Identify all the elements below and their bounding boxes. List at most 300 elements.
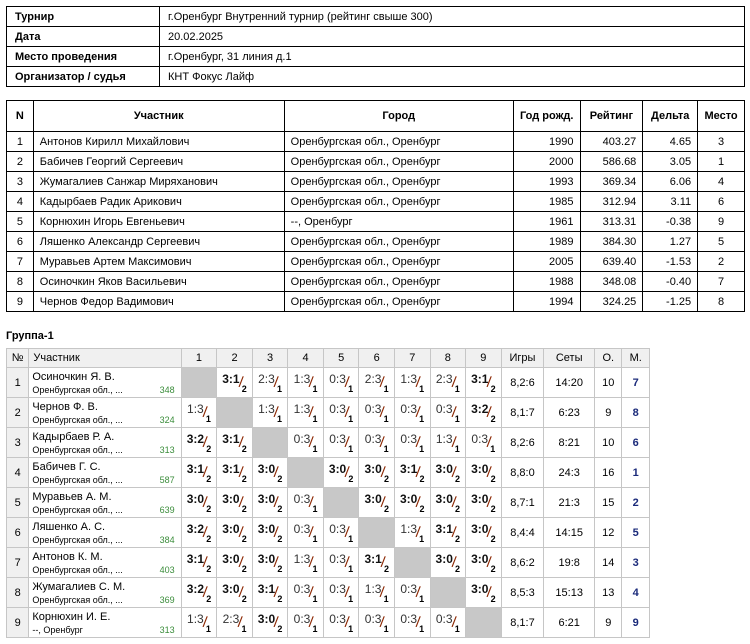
player-city: Оренбургская обл., ... — [32, 384, 123, 395]
player-name: Кадырбаев Р. А. — [32, 430, 115, 443]
score-slash: / — [415, 403, 422, 422]
match-result — [431, 518, 466, 547]
match-result — [395, 368, 430, 397]
score-slash: / — [344, 613, 350, 632]
match-cell — [394, 608, 430, 638]
participant-row — [7, 252, 745, 272]
participant-cell: 6 — [698, 192, 745, 212]
match-cell — [394, 458, 430, 488]
opponent-header: 3 — [252, 349, 288, 368]
score-slash: / — [308, 613, 315, 632]
match-score: 3:2 — [186, 581, 205, 596]
match-result — [359, 368, 394, 397]
match-points: 1 — [348, 443, 354, 454]
match-cell — [323, 608, 359, 638]
group-row — [7, 398, 650, 428]
player-name: Осиночкин Я. В. — [32, 370, 115, 383]
match-score: 3:0 — [257, 491, 276, 506]
player-sub — [32, 564, 180, 576]
score-slash: / — [415, 613, 422, 632]
match-result — [359, 608, 394, 637]
participant-cell: 1.27 — [643, 232, 698, 252]
place-header: М. — [622, 349, 650, 368]
player-sub — [32, 504, 180, 516]
match-result — [359, 398, 394, 427]
participant-cell: 6 — [7, 232, 34, 252]
self-cell — [359, 518, 395, 548]
match-points: 2 — [241, 473, 247, 484]
match-result — [395, 518, 430, 547]
score-slash: / — [237, 553, 244, 572]
match-cell — [217, 548, 253, 578]
score-slash: / — [379, 583, 386, 602]
participant-cell: Ляшенко Александр Сергеевич — [33, 232, 284, 252]
score-slash: / — [273, 583, 280, 602]
match-score: 1:3 — [293, 401, 311, 416]
match-cell — [252, 608, 288, 638]
participant-cell: 4 — [7, 192, 34, 212]
match-cell — [252, 458, 288, 488]
score-slash: / — [450, 373, 457, 392]
match-points: 2 — [383, 563, 389, 574]
score-slash: / — [379, 463, 386, 482]
games-cell: 8,1:7 — [501, 608, 544, 638]
score-slash: / — [237, 493, 244, 512]
match-result — [253, 398, 288, 427]
opponent-header: 1 — [181, 349, 217, 368]
match-points: 1 — [312, 563, 318, 574]
participant-cell: 3 — [7, 172, 34, 192]
match-score: 3:1 — [186, 461, 205, 476]
match-cell — [288, 518, 324, 548]
match-score: 0:3 — [293, 581, 311, 596]
match-score: 0:3 — [293, 521, 311, 536]
participant-cell: 313.31 — [580, 212, 643, 232]
row-number: 4 — [7, 458, 29, 488]
match-result — [217, 578, 252, 607]
match-score: 0:3 — [364, 611, 382, 626]
match-result — [182, 518, 217, 547]
player-city: --, Оренбург — [32, 624, 83, 635]
score-slash: / — [415, 493, 422, 512]
match-result — [324, 458, 359, 487]
match-cell — [181, 608, 217, 638]
participant-cell: Осиночкин Яков Васильевич — [33, 272, 284, 292]
match-score: 2:3 — [435, 371, 453, 386]
match-cell — [217, 368, 253, 398]
participant-cell: 1985 — [513, 192, 580, 212]
match-score: 3:0 — [257, 611, 276, 626]
match-score: 3:0 — [186, 491, 205, 506]
group-row — [7, 608, 650, 638]
match-result — [359, 548, 394, 577]
match-result — [359, 578, 394, 607]
score-slash: / — [486, 493, 493, 512]
participant-cell: Кадырбаев Радик Арикович — [33, 192, 284, 212]
match-cell — [323, 398, 359, 428]
row-number: 7 — [7, 548, 29, 578]
player-cell — [29, 518, 181, 548]
match-result — [288, 428, 323, 457]
match-cell — [466, 548, 502, 578]
match-score: 3:0 — [435, 461, 453, 476]
participant-cell: Чернов Федор Вадимович — [33, 292, 284, 312]
score-slash: / — [344, 433, 350, 452]
opponent-header: 8 — [430, 349, 466, 368]
player-sub — [32, 534, 180, 546]
score-slash: / — [201, 403, 208, 422]
info-value: 20.02.2025 — [160, 27, 745, 47]
score-slash: / — [486, 463, 493, 482]
match-score: 1:3 — [293, 551, 311, 566]
match-points: 2 — [348, 473, 354, 484]
score-slash: / — [379, 613, 386, 632]
info-row — [7, 47, 745, 67]
player-cell — [29, 608, 181, 638]
match-cell — [323, 368, 359, 398]
participant-cell: -0.38 — [643, 212, 698, 232]
match-score: 0:3 — [329, 431, 346, 446]
match-score: 3:0 — [257, 551, 276, 566]
match-score: 3:0 — [435, 551, 453, 566]
match-points: 1 — [419, 533, 425, 544]
match-points: 1 — [312, 413, 318, 424]
participant-cell: 1988 — [513, 272, 580, 292]
match-cell — [181, 488, 217, 518]
match-cell — [181, 458, 217, 488]
match-cell — [359, 578, 395, 608]
points-header: О. — [595, 349, 622, 368]
player-cell — [29, 488, 181, 518]
match-points: 1 — [276, 413, 282, 424]
games-cell: 8,5:3 — [501, 578, 544, 608]
score-slash: / — [486, 433, 493, 452]
match-result — [253, 578, 288, 607]
match-result — [466, 518, 501, 547]
participant-cell: Оренбургская обл., Оренбург — [284, 152, 513, 172]
player-city: Оренбургская обл., ... — [32, 504, 123, 515]
participant-row — [7, 232, 745, 252]
match-points: 1 — [454, 623, 460, 634]
match-points: 1 — [383, 413, 389, 424]
participant-row — [7, 292, 745, 312]
round-robin-table — [6, 348, 650, 638]
player-rating: 348 — [159, 384, 175, 395]
match-points: 2 — [206, 593, 212, 604]
match-points: 2 — [490, 383, 496, 394]
match-result — [324, 548, 359, 577]
participant-cell: 6.06 — [643, 172, 698, 192]
match-score: 3:0 — [364, 491, 382, 506]
match-cell — [181, 578, 217, 608]
participant-cell: Оренбургская обл., Оренбург — [284, 192, 513, 212]
match-score: 0:3 — [400, 401, 417, 416]
opponent-header: 4 — [288, 349, 324, 368]
match-points: 1 — [348, 413, 354, 424]
participant-cell: 1993 — [513, 172, 580, 192]
column-header: Участник — [33, 101, 284, 132]
participant-cell: 9 — [7, 292, 34, 312]
participant-cell: 348.08 — [580, 272, 643, 292]
opponent-header: 7 — [394, 349, 430, 368]
info-row — [7, 67, 745, 87]
score-slash: / — [450, 403, 457, 422]
participant-cell: 384.30 — [580, 232, 643, 252]
match-points: 1 — [312, 503, 318, 514]
match-result — [466, 428, 501, 457]
match-result — [253, 488, 288, 517]
score-slash: / — [344, 403, 350, 422]
place-cell: 3 — [622, 548, 650, 578]
match-points: 2 — [241, 383, 247, 394]
match-score: 3:0 — [364, 461, 382, 476]
player-city: Оренбургская обл., ... — [32, 594, 123, 605]
score-slash: / — [450, 463, 457, 482]
tournament-info-table — [6, 6, 745, 87]
score-slash: / — [344, 583, 350, 602]
match-score: 0:3 — [293, 431, 311, 446]
points-cell: 15 — [595, 488, 622, 518]
sets-header: Сеты — [544, 349, 595, 368]
player-cell — [29, 398, 181, 428]
column-header: N — [7, 101, 34, 132]
participant-cell: 403.27 — [580, 132, 643, 152]
column-header: Дельта — [643, 101, 698, 132]
match-score: 3:1 — [257, 581, 276, 596]
score-slash: / — [273, 553, 280, 572]
match-points: 2 — [206, 563, 212, 574]
match-points: 2 — [455, 473, 461, 484]
match-points: 1 — [348, 593, 354, 604]
match-score: 0:3 — [293, 611, 311, 626]
match-points: 2 — [206, 443, 212, 454]
games-cell: 8,1:7 — [501, 398, 544, 428]
score-slash: / — [415, 583, 422, 602]
match-cell — [323, 428, 359, 458]
match-cell — [430, 518, 466, 548]
score-slash: / — [450, 613, 457, 632]
participant-cell: Жумагалиев Санжар Миряханович — [33, 172, 284, 192]
participant-cell: 639.40 — [580, 252, 643, 272]
participant-row — [7, 172, 745, 192]
score-slash: / — [272, 373, 279, 392]
score-slash: / — [486, 583, 493, 602]
participant-cell: -0.40 — [643, 272, 698, 292]
match-score: 0:3 — [364, 401, 382, 416]
match-score: 1:3 — [435, 431, 453, 446]
match-cell — [359, 398, 395, 428]
match-cell — [430, 428, 466, 458]
match-result — [288, 548, 323, 577]
match-cell — [359, 548, 395, 578]
match-points: 2 — [490, 563, 496, 574]
match-points: 1 — [454, 383, 460, 394]
match-points: 1 — [312, 443, 318, 454]
match-score: 0:3 — [329, 401, 346, 416]
match-points: 1 — [312, 623, 318, 634]
match-result — [182, 548, 217, 577]
participant-cell: Оренбургская обл., Оренбург — [284, 172, 513, 192]
match-result — [288, 368, 323, 397]
match-result — [217, 428, 252, 457]
score-slash: / — [202, 523, 209, 542]
match-points: 1 — [348, 623, 354, 634]
match-score: 3:1 — [435, 521, 453, 536]
match-score: 1:3 — [400, 521, 417, 536]
match-cell — [252, 488, 288, 518]
column-header: Рейтинг — [580, 101, 643, 132]
score-slash: / — [202, 433, 209, 452]
match-score: 0:3 — [435, 611, 453, 626]
match-cell — [288, 398, 324, 428]
match-cell — [217, 518, 253, 548]
participant-cell: Антонов Кирилл Михайлович — [33, 132, 284, 152]
score-slash: / — [273, 493, 280, 512]
player-city: Оренбургская обл., ... — [32, 444, 123, 455]
match-cell — [430, 488, 466, 518]
match-score: 0:3 — [329, 551, 346, 566]
participant-row — [7, 272, 745, 292]
match-points: 1 — [312, 593, 318, 604]
match-points: 1 — [454, 413, 460, 424]
match-points: 1 — [419, 623, 425, 634]
match-cell — [430, 368, 466, 398]
player-name: Антонов К. М. — [32, 550, 103, 563]
self-cell — [252, 428, 288, 458]
opponent-header: 9 — [466, 349, 502, 368]
match-score: 3:0 — [222, 581, 240, 596]
sets-cell: 8:21 — [544, 428, 595, 458]
score-slash: / — [415, 373, 422, 392]
match-result — [182, 428, 217, 457]
match-result — [466, 458, 501, 487]
match-points: 2 — [206, 473, 212, 484]
column-header: Город — [284, 101, 513, 132]
score-slash: / — [344, 523, 350, 542]
group-row — [7, 488, 650, 518]
player-rating: 324 — [159, 414, 175, 425]
match-result — [395, 608, 430, 637]
score-slash: / — [273, 613, 280, 632]
match-points: 1 — [348, 383, 354, 394]
match-result — [253, 548, 288, 577]
group-row — [7, 518, 650, 548]
participant-row — [7, 152, 745, 172]
score-slash: / — [202, 583, 209, 602]
self-cell — [181, 368, 217, 398]
match-cell — [466, 578, 502, 608]
match-points: 2 — [241, 593, 247, 604]
match-points: 2 — [241, 533, 247, 544]
match-points: 2 — [206, 533, 212, 544]
match-cell — [217, 578, 253, 608]
place-cell: 5 — [622, 518, 650, 548]
participant-cell: 4 — [698, 172, 745, 192]
match-points: 1 — [348, 533, 354, 544]
match-result — [182, 398, 217, 427]
match-cell — [288, 488, 324, 518]
score-slash: / — [415, 433, 422, 452]
score-slash: / — [273, 463, 280, 482]
group-row — [7, 578, 650, 608]
score-slash: / — [237, 433, 244, 452]
match-result — [288, 578, 323, 607]
match-points: 2 — [241, 503, 247, 514]
participant-cell: 1 — [698, 152, 745, 172]
match-points: 1 — [419, 443, 425, 454]
score-slash: / — [201, 613, 208, 632]
match-result — [324, 608, 359, 637]
match-score: 3:0 — [471, 521, 489, 536]
match-points: 2 — [490, 413, 496, 424]
match-score: 3:2 — [471, 401, 489, 416]
match-cell — [466, 488, 502, 518]
match-score: 3:2 — [186, 431, 205, 446]
match-score: 3:0 — [257, 461, 276, 476]
match-cell — [252, 548, 288, 578]
row-number: 2 — [7, 398, 29, 428]
player-name: Жумагалиев С. М. — [32, 580, 126, 593]
match-cell — [359, 608, 395, 638]
games-header: Игры — [501, 349, 544, 368]
match-result — [431, 548, 466, 577]
match-points: 2 — [455, 563, 461, 574]
points-cell: 16 — [595, 458, 622, 488]
match-result — [288, 518, 323, 547]
match-result — [466, 488, 501, 517]
score-slash: / — [379, 553, 386, 572]
score-slash: / — [486, 373, 493, 392]
participant-cell: 3 — [698, 132, 745, 152]
match-points: 1 — [383, 443, 389, 454]
opponent-header: 2 — [217, 349, 253, 368]
match-cell — [394, 518, 430, 548]
score-slash: / — [202, 553, 209, 572]
match-points: 2 — [455, 533, 461, 544]
place-cell: 7 — [622, 368, 650, 398]
place-cell: 9 — [622, 608, 650, 638]
match-score: 3:0 — [471, 551, 489, 566]
match-cell — [359, 368, 395, 398]
match-result — [182, 608, 217, 637]
score-slash: / — [379, 373, 386, 392]
match-score: 3:0 — [328, 461, 347, 476]
match-points: 2 — [277, 533, 283, 544]
player-cell — [29, 428, 181, 458]
player-sub — [32, 624, 180, 636]
player-sub — [32, 414, 180, 426]
player-rating: 313 — [159, 624, 175, 635]
player-rating: 313 — [159, 444, 175, 455]
player-header: Участник — [29, 349, 181, 368]
player-rating: 369 — [159, 594, 175, 605]
score-slash: / — [344, 553, 350, 572]
participant-cell: 1 — [7, 132, 34, 152]
match-cell — [430, 548, 466, 578]
match-cell — [430, 398, 466, 428]
match-score: 1:3 — [258, 401, 275, 416]
participants-table — [6, 100, 745, 312]
match-points: 1 — [312, 383, 318, 394]
participant-cell: 7 — [698, 272, 745, 292]
score-slash: / — [379, 493, 386, 512]
player-rating: 384 — [159, 534, 175, 545]
score-slash: / — [272, 403, 279, 422]
score-slash: / — [202, 463, 209, 482]
match-score: 1:3 — [293, 371, 311, 386]
match-result — [431, 428, 466, 457]
match-score: 3:2 — [186, 521, 205, 536]
